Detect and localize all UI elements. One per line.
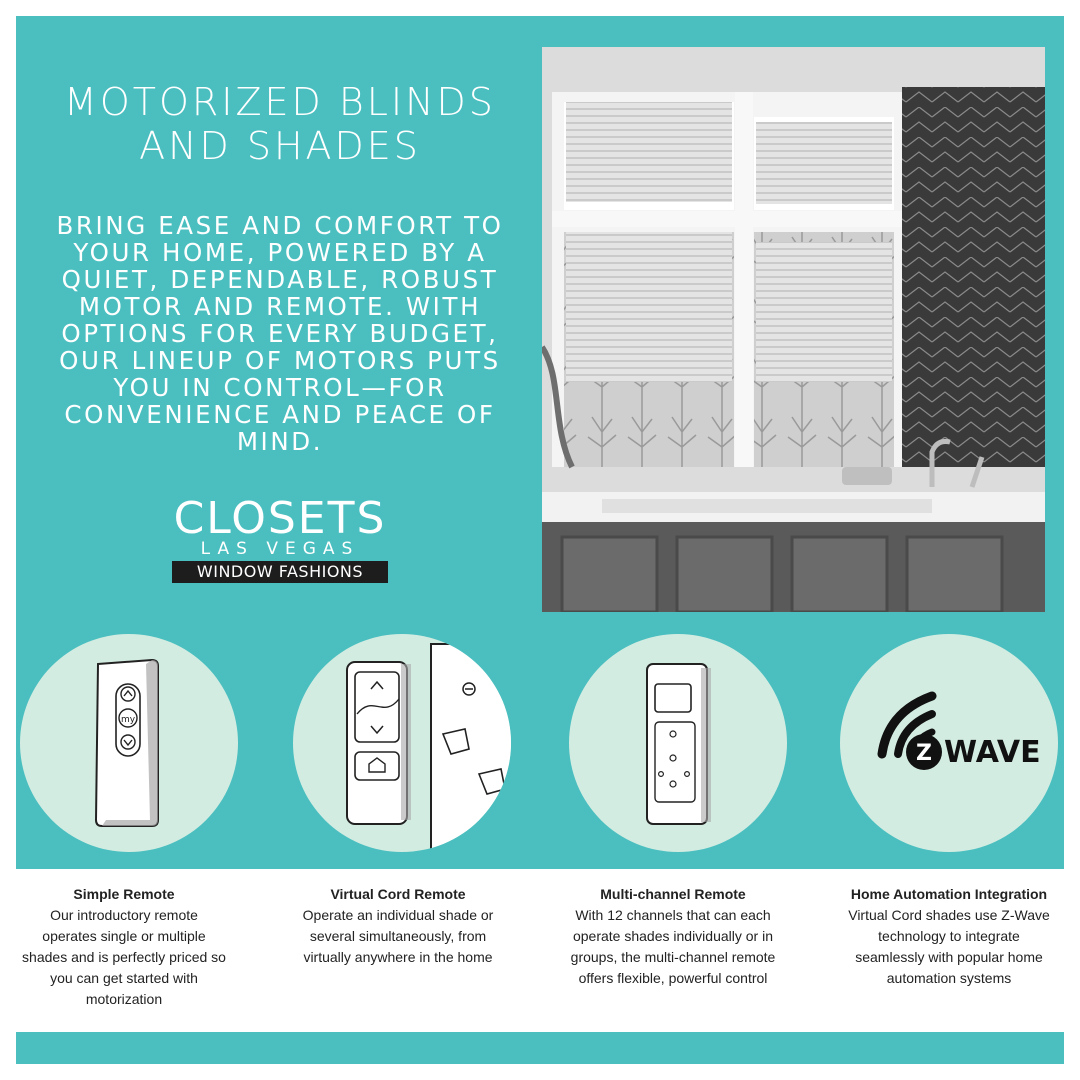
feature-title: Simple Remote — [73, 886, 175, 902]
zwave-logo-icon — [840, 634, 1058, 852]
hero-tagline: BRING EASE AND COMFORT TO YOUR HOME, POWERED BY A QUIET, DEPENDABLE, ROBUST MOTOR AND REMOTE. WITH OPTIONS FOR EVERY BUDGET, OUR LINEUP OF MOTORS PUTS YOU IN CONTROL—FOR CONVENIENCE AND PEACE OF MIND. — [56, 211, 504, 456]
feature-description: Virtual Cord shades use Z-Wave technology to integrate seamlessly with popular home automation systems — [848, 907, 1050, 986]
feature-title: Home Automation Integration — [850, 886, 1048, 902]
zwave-badge-letter: Z — [916, 741, 932, 766]
feature-description: With 12 channels that can each operate shades individually or in groups, the multi-channel remote offers flexible, powerful control — [570, 907, 776, 986]
svg-text:my: my — [120, 715, 136, 725]
feature-title: Virtual Cord Remote — [330, 886, 466, 902]
feature-virtual-cord-remote — [295, 884, 501, 968]
feature-title: Multi-channel Remote — [600, 886, 746, 902]
logo-band: WINDOW FASHIONS — [172, 561, 388, 583]
logo-wordmark: CLOSETS — [173, 493, 387, 544]
page-title: MOTORIZED BLINDS AND SHADES — [64, 80, 496, 168]
multi-channel-remote-icon — [569, 634, 787, 852]
footer-bar — [16, 1032, 1064, 1064]
feature-multi-channel-remote — [570, 884, 776, 989]
feature-home-automation — [846, 884, 1052, 989]
zwave-wordmark: WAVE — [944, 735, 1041, 770]
feature-description: Operate an individual shade or several simultaneously, from virtually anywhere in the home — [302, 907, 494, 965]
simple-remote-icon — [20, 634, 238, 852]
virtual-cord-remote-icon — [293, 634, 511, 852]
brand-logo — [172, 493, 388, 583]
bathroom-window-photo — [542, 47, 1045, 612]
feature-description: Our introductory remote operates single or multiple shades and is perfectly priced so you can get started with motorization — [22, 907, 226, 1007]
logo-location: LAS VEGAS — [200, 539, 360, 559]
feature-simple-remote — [21, 884, 227, 1010]
